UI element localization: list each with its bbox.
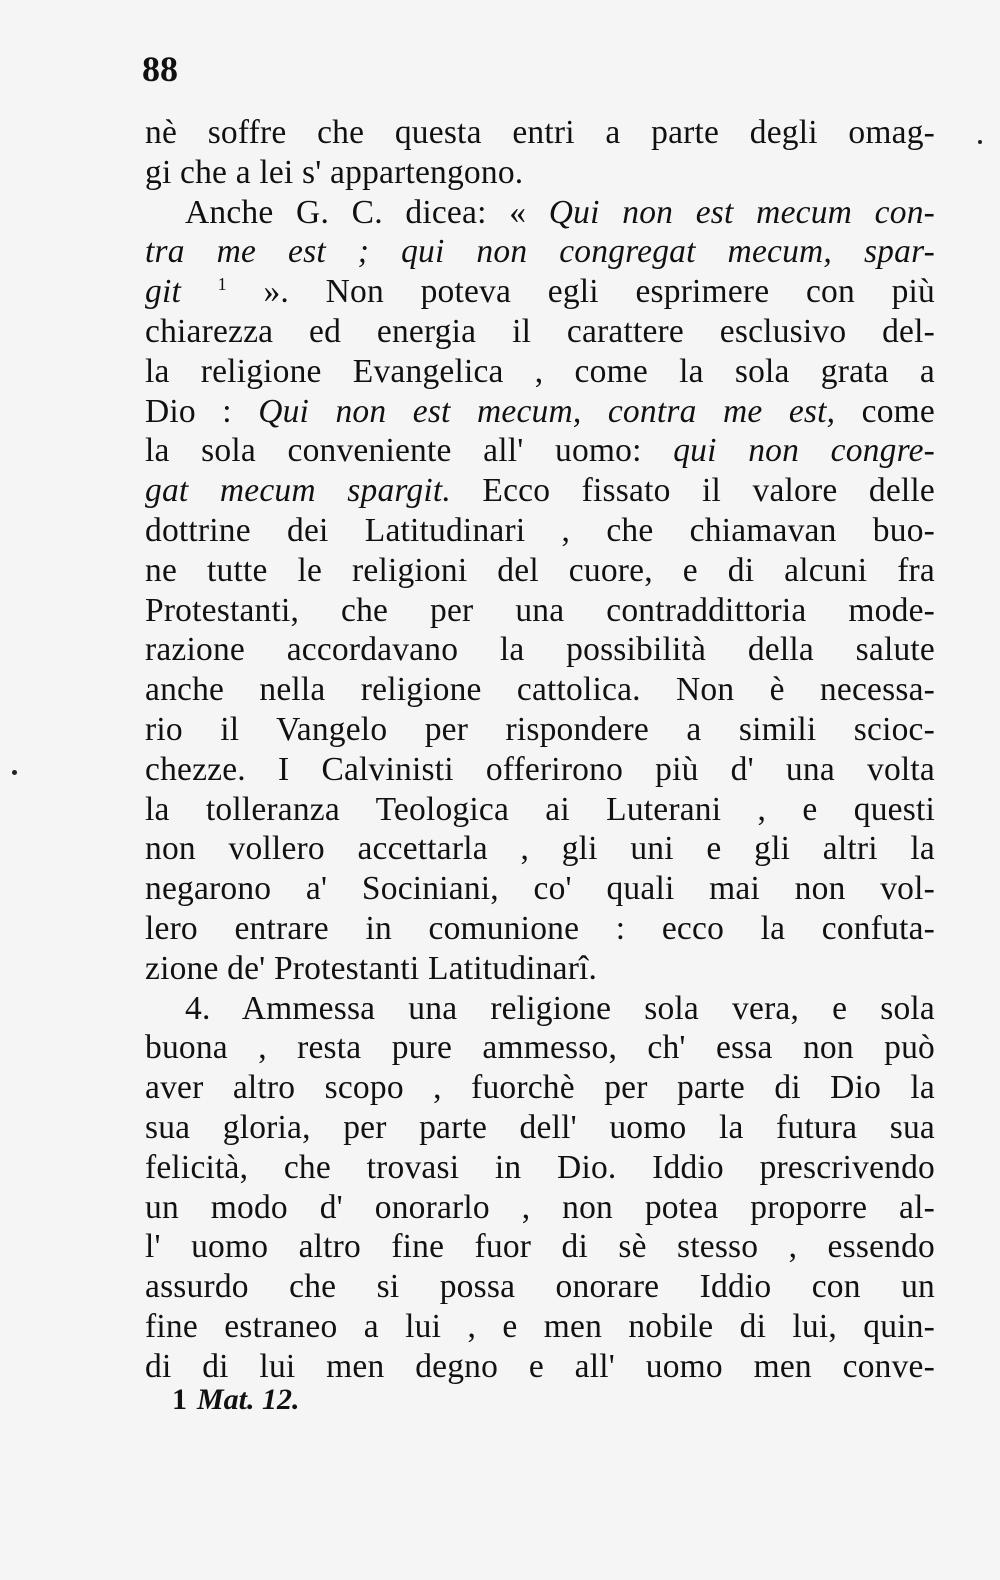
text-line: sua gloria, per parte dell' uomo la futura sua xyxy=(145,1108,935,1146)
footnote-marker: 1 xyxy=(217,274,227,295)
text-line: fine estraneo a lui , e men nobile di lui, quin- xyxy=(145,1307,935,1345)
text-line: Anche G. C. dicea: « Qui non est mecum con- xyxy=(185,193,936,231)
text-line: chezze. I Calvinisti offerirono più d' una volta xyxy=(145,750,935,788)
footnote-number: 1 xyxy=(172,1383,187,1416)
latin-quotation: Qui non est mecum, contra me est, xyxy=(258,392,836,430)
text-line: nè soffre che questa entri a parte degli omag- xyxy=(145,114,935,151)
text-line: rio il Vangelo per rispondere a simili scioc- xyxy=(145,710,935,748)
text-line: la religione Evangelica , come la sola grata a xyxy=(145,352,935,390)
text-line: razione accordavano la possibilità della salute xyxy=(145,631,935,669)
text-line: ne tutte le religioni del cuore, e di alcuni fra xyxy=(145,551,935,589)
text-line: di di lui men degno e all' uomo men conve- xyxy=(145,1347,935,1385)
text-line: l' uomo altro fine fuor di sè stesso , essendo xyxy=(145,1228,935,1266)
scan-speck xyxy=(978,140,982,144)
text-line: dottrine dei Latitudinari , che chiamavan buo- xyxy=(145,511,935,549)
text-line: gi che a lei s' appartengono. xyxy=(145,153,524,191)
text-line: non vollero accettarla , gli uni e gli altri la xyxy=(145,830,935,868)
text-line: Protestanti, che per una contraddittoria mode- xyxy=(145,591,935,629)
text-line: aver altro scopo , fuorchè per parte di Dio la xyxy=(145,1069,935,1107)
text-line: negarono a' Sociniani, co' quali mai non vol- xyxy=(145,870,935,908)
text-line: anche nella religione cattolica. Non è necessa- xyxy=(145,671,935,709)
text-line xyxy=(145,232,935,272)
scan-speck xyxy=(12,770,17,775)
latin-quotation: git xyxy=(145,273,181,311)
latin-quotation: gat mecum spargit. xyxy=(145,472,451,510)
latin-quotation: Qui non est mecum con- xyxy=(548,193,936,231)
text-line: buona , resta pure ammesso, ch' essa non può xyxy=(145,1029,935,1067)
latin-quotation: qui non congre- xyxy=(673,432,935,470)
text-line: felicità, che trovasi in Dio. Iddio prescrivendo xyxy=(145,1148,935,1186)
text-line: git $^1$ ». Non poteva egli esprimere con più xyxy=(145,273,935,311)
page-number: 88 xyxy=(142,49,178,89)
text-line: la tolleranza Teologica ai Luterani , e questi xyxy=(145,790,935,828)
text-line: gat mecum spargit. Ecco fissato il valore delle xyxy=(145,472,935,510)
text-line: lero entrare in comunione : ecco la confuta- xyxy=(145,909,935,947)
text-line: zione de' Protestanti Latitudinarî. xyxy=(145,949,598,987)
text-line: un modo d' onorarlo , non potea proporre al- xyxy=(145,1188,935,1226)
text-line: 4. Ammessa una religione sola vera, e sola xyxy=(185,989,935,1027)
footnote-text: Mat. 12. xyxy=(197,1383,300,1416)
text-line: chiarezza ed energia il carattere esclusivo del- xyxy=(145,312,935,350)
text-line: assurdo che si possa onorare Iddio con un xyxy=(145,1268,935,1306)
body-text xyxy=(145,113,935,1387)
text-line: la sola conveniente all' uomo: qui non congre- xyxy=(145,432,935,470)
latin-quotation: tra me est ; qui non congregat mecum, spar- xyxy=(145,233,935,271)
text-line: Dio : Qui non est mecum, contra me est, come xyxy=(145,392,935,430)
footnote xyxy=(172,1383,300,1417)
